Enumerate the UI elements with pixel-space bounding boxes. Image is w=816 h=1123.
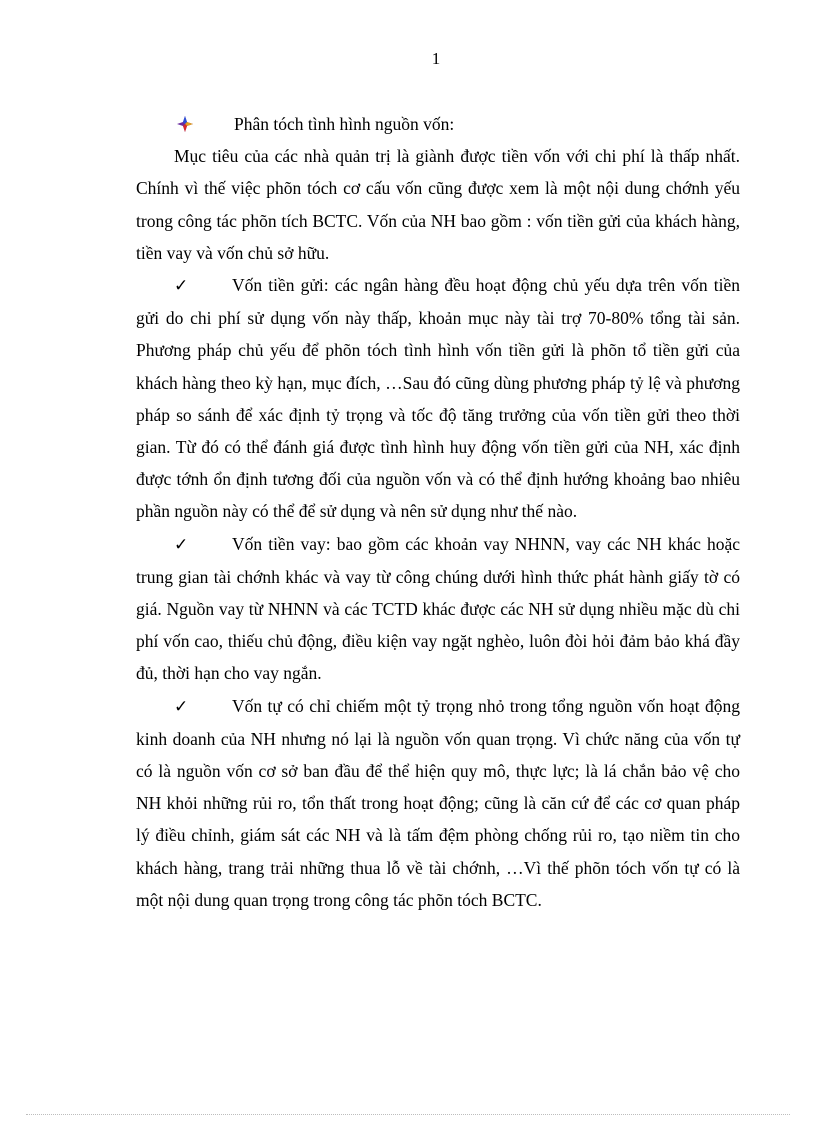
page-number: 1 [431,49,441,68]
section-heading [136,108,740,140]
checkmark-icon: ✓ [174,534,189,554]
bullet-text: Vốn tiền gửi: các ngân hàng đều hoạt động chủ yếu dựa trên vốn tiền gửi do chi phí sử dụng vốn này thấp, khoản mục này tài trợ 70-80% tổng tài sản. Phương pháp chủ yếu để phõn tóch tình hình vốn tiền gửi là phõn tổ tiền gửi của khách hàng theo kỳ hạn, mục đích, …Sau đó cũng dùng phương pháp tỷ lệ và phương pháp so sánh để xác định tỷ trọng và tốc độ tăng trưởng của vốn tiền gửi theo thời gian. Từ đó có thể đánh giá được tình hình huy động vốn tiền gửi của NH, xác định được tớnh ổn định tương đối của nguồn vốn và có thể định hướng khoảng bao nhiêu phần nguồn này có thể để sử dụng và nên sử dụng như thế nào. [136,275,740,522]
section-heading-text: Phân tóch tình hình nguồn vốn: [234,114,455,134]
document-body [136,108,740,916]
checkmark-icon: ✓ [174,696,189,716]
four-point-star-bullet-icon [176,115,194,133]
bullet-paragraph-borrowings [136,528,740,690]
checkmark-icon: ✓ [174,276,189,296]
bullet-paragraph-deposits [136,269,740,528]
bullet-paragraph-equity [136,690,740,916]
bullet-text: Vốn tự có chỉ chiếm một tỷ trọng nhỏ trong tổng nguồn vốn hoạt động kinh doanh của NH nhưng nó lại là nguồn vốn quan trọng. Vì chức năng của vốn tự có là nguồn vốn cơ sở ban đầu để thể hiện quy mô, thực lực; là lá chắn bảo vệ cho NH khỏi những rủi ro, tổn thất trong hoạt động; cũng là căn cứ để các cơ quan pháp lý điều chỉnh, giám sát các NH và là tấm đệm phòng chống rủi ro, tạo niềm tin cho khách hàng, trang trải những thua lỗ về tài chớnh, …Vì thế phõn tóch vốn tự có là một nội dung quan trọng trong công tác phõn tóch BCTC. [136,695,740,910]
bullet-text: Vốn tiền vay: bao gồm các khoản vay NHNN, vay các NH khác hoặc trung gian tài chớnh khác và vay từ công chúng dưới hình thức phát hành giấy tờ có giá. Nguồn vay từ NHNN và các TCTD khác được các NH sử dụng nhiều mặc dù chi phí vốn cao, thiếu chủ động, điều kiện vay ngặt nghèo, luôn đòi hỏi đảm bảo khá đầy đủ, thời hạn cho vay ngắn. [136,533,740,684]
page-bottom-divider [26,1114,790,1115]
intro-paragraph: Mục tiêu của các nhà quản trị là giành được tiền vốn với chi phí là thấp nhất. Chính vì thế việc phõn tóch cơ cấu vốn cũng được xem là một nội dung chớnh yếu trong công tác phõn tích BCTC. Vốn của NH bao gồm : vốn tiền gửi của khách hàng, tiền vay và vốn chủ sở hữu. [136,146,740,263]
